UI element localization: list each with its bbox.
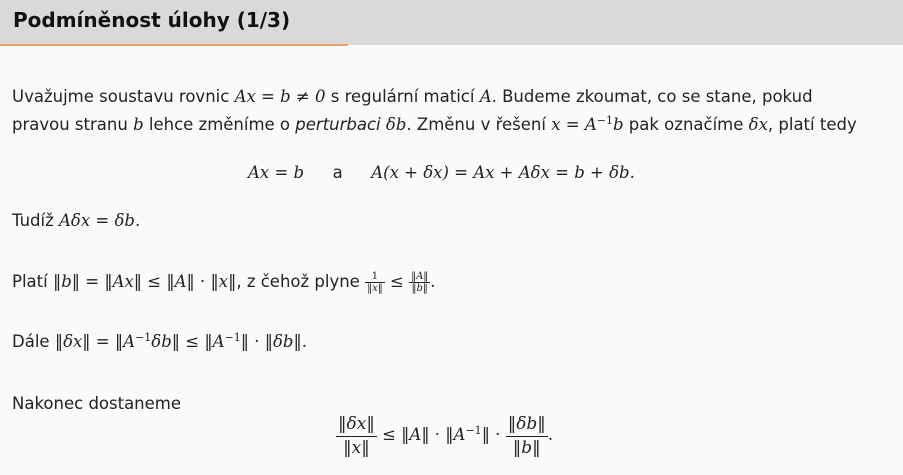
math-fraction: $\frac{‖A‖}{‖b‖}$	[411, 271, 429, 294]
text: , z čehož plyne	[236, 272, 360, 291]
text-emphasis: perturbaci	[295, 115, 381, 134]
text: Uvažujme soustavu rovnic	[12, 87, 230, 106]
text: . Budeme zkoumat, co se stane, pokud	[491, 87, 813, 106]
text: pak označíme	[628, 115, 744, 134]
text: Nakonec dostaneme	[12, 394, 182, 413]
math-b: b	[133, 115, 144, 134]
math-inequality: ‖δx‖ = $‖A^{-1}\delta b‖$ ≤ $‖A^{-1}‖$ · ‖δb‖.	[54, 331, 307, 351]
math-fraction: $\frac{‖\delta x‖}{‖x‖}$	[338, 413, 375, 458]
math-solution: $x = A^{-1}b$	[551, 114, 624, 134]
line-plati: Platí ‖b‖ = ‖Ax‖ ≤ ‖A‖ · ‖x‖, z čehož plyne $\frac{1}{‖x‖}$ ≤ $\frac{‖A‖}{‖b‖}$ .	[12, 271, 436, 294]
title-underline	[0, 44, 348, 46]
math-equation: Ax = b ≠ 0	[234, 87, 326, 106]
text: a	[332, 163, 343, 182]
math-fraction: $\frac{‖\delta b‖}{‖b‖}$	[507, 413, 546, 458]
line-dale	[12, 332, 307, 352]
text: . Změnu v řešení	[406, 115, 546, 134]
text: Platí	[12, 272, 48, 291]
text: lehce změníme o	[148, 115, 291, 134]
slide-header	[0, 0, 903, 45]
math-inequality: ‖b‖ = ‖Ax‖ ≤ ‖A‖ · ‖x‖	[52, 272, 237, 291]
line-nakonec	[12, 394, 181, 414]
display-equation-1	[248, 163, 635, 183]
math-bound: ≤ ‖A‖ · $‖A^{-1}‖$ ·	[382, 424, 501, 444]
display-equation-final: $\frac{‖\delta x‖}{‖x‖}$ ≤ ‖A‖ · $‖A^{-1}‖$ · $\frac{‖\delta b‖}{‖b‖}$ .	[338, 413, 554, 458]
math-delta-x: δx	[748, 115, 768, 134]
text: Dále	[12, 332, 50, 351]
text: Tudíž	[12, 211, 54, 230]
text: , platí tedy	[767, 115, 857, 134]
math-equation: Aδx = δb.	[59, 211, 141, 230]
paragraph-line-2	[12, 115, 857, 135]
math-equation: Ax = b	[248, 163, 305, 182]
slide-title: Podmíněnost úlohy (1/3)	[13, 8, 291, 32]
text: s regulární maticí	[330, 87, 475, 106]
line-tudiz	[12, 211, 140, 231]
math-leq: ≤	[389, 272, 404, 291]
math-fraction: $\frac{1}{‖x‖}$	[367, 271, 383, 294]
math-matrix: A	[479, 87, 492, 106]
math-equation: A(x + δx) = Ax + Aδx = b + δb.	[371, 163, 635, 182]
text: pravou stranu	[12, 115, 128, 134]
paragraph-line-1	[12, 87, 813, 107]
math-delta-b: δb	[385, 115, 407, 134]
